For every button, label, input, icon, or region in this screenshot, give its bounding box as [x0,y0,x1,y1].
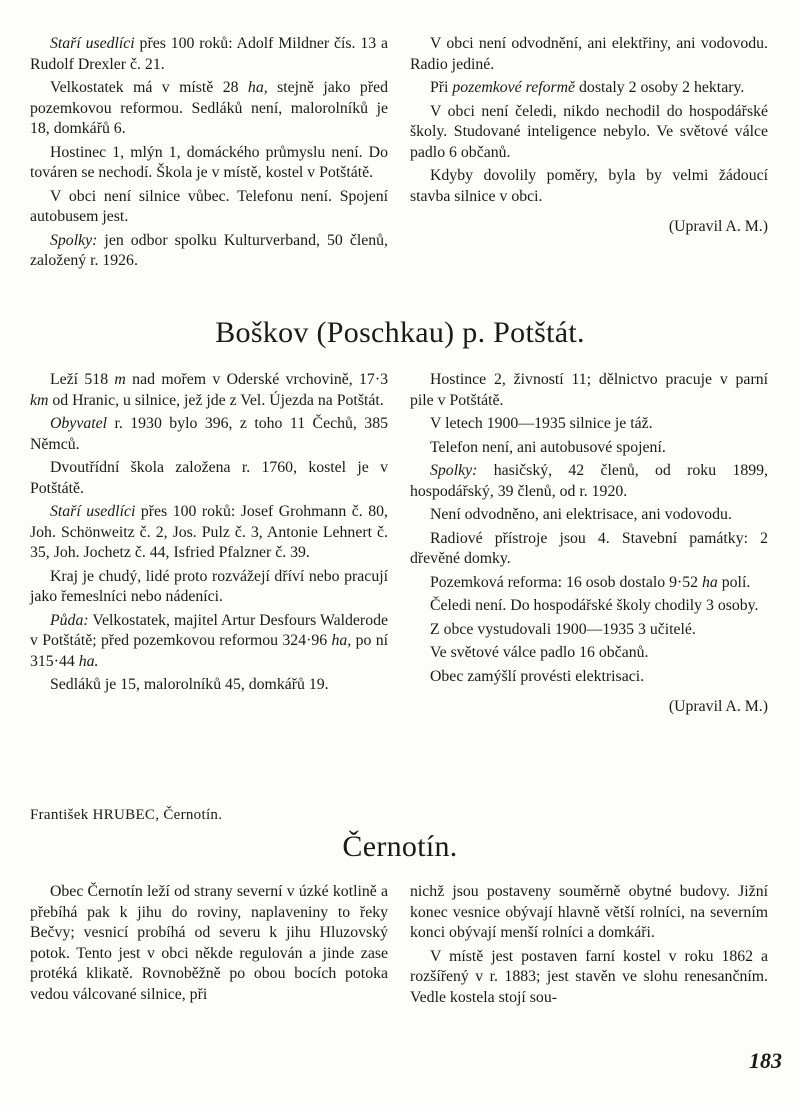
italic-term: Staří usedlíci [50,503,136,520]
section1-right-column [410,34,768,241]
paragraph [30,611,388,673]
paragraph [410,947,768,1009]
text-run: V obci není odvodnění, ani elektřiny, ani vodovodu. Radio jediné. [410,35,768,73]
paragraph [410,370,768,411]
paragraph [30,34,388,75]
heading-cernotin: Černotín. [342,830,458,863]
text-run: hasičský, 42 členů, od roku 1899, hospodářský, 39 členů, od r. 1920. [410,462,768,500]
text-run: nad mořem v Oderské vrchovině, 17·3 [125,371,388,388]
text-run: Telefon není, ani autobusové spojení. [430,438,666,456]
text-run: od Hranic, u silnice, jež jde z Vel. Újezda na Potštát. [48,391,384,409]
paragraph [30,882,388,1005]
text-run: Při [430,79,453,96]
text-run: dostaly 2 osoby 2 hektary. [575,79,745,96]
text-run: Ve světové válce padlo 16 občanů. [430,644,649,661]
text-run: Leží 518 [50,371,115,388]
paragraph [410,166,768,207]
paragraph [410,529,768,570]
paragraph [410,596,768,617]
italic-term: ha, [247,79,268,96]
text-run: stejně jako před pozemkovou reformou. Sedláků není, malorolníků je 18, domkářů 6. [30,79,388,137]
text-run: polí. [717,573,751,591]
paragraph [410,78,768,99]
text-run: nichž jsou postaveny souměrně obytné budovy. Jižní konec vesnice obývají hlavně větší rolníci, na severním konci obývají menší rolníci a domkáři. [410,883,768,941]
paragraph [410,643,768,664]
paragraph [30,231,388,272]
paragraph [410,505,768,526]
heading-boskov: Boškov (Poschkau) p. Potštát. [215,316,585,349]
text-run: přes 100 roků: Adolf Mildner čís. 13 a Rudolf Drexler č. 21. [30,35,388,73]
section1-left-column [30,34,388,275]
paragraph [410,620,768,641]
paragraph [410,461,768,502]
paragraph [30,675,388,696]
text-run: Z obce vystudovali 1900—1935 3 učitelé. [430,620,696,638]
text-run: V obci není čeledi, nikdo nechodil do hospodářské školy. Studované inteligence nebylo. Ve světové válce padlo 6 občanů. [410,102,768,161]
text-run: jen odbor spolku Kulturverband, 50 členů, založený r. 1926. [30,231,388,269]
paragraph [30,567,388,608]
paragraph [30,370,388,411]
italic-term: ha [702,573,718,591]
paragraph [410,882,768,944]
text-run: Radiové přístroje jsou 4. Stavební památky: 2 dřevěné domky. [410,529,768,567]
italic-term: Spolky: [50,231,98,249]
text-run: Hostince 2, živností 11; dělnictvo pracuje v parní pile v Potštátě. [410,371,768,409]
paragraph [30,502,388,564]
paragraph [30,78,388,140]
text-run: Hostinec 1, mlýn 1, domáckého průmyslu není. Do továren se nechodí. Škola je v místě, kostel v Potštátě. [30,143,388,181]
text-run: Velkostatek, majitel Artur Desfours Walderode v Potštátě; před pozemkovou reformou 324·96 [30,611,388,649]
italic-term: ha. [78,652,99,670]
text-run: Není odvodněno, ani elektrisace, ani vodovodu. [430,506,732,523]
text-run: Pozemková reforma: 16 osob dostalo 9·52 [430,573,703,591]
author-line: František HRUBEC, Černotín. [30,807,223,823]
section3-left-column [30,882,388,1008]
italic-term: ha, [331,632,352,649]
text-run: Velkostatek má v místě 28 [50,79,248,96]
text-run: Čeledi není. Do hospodářské školy chodily 3 osoby. [430,597,759,614]
paragraph [410,573,768,594]
paragraph [410,414,768,435]
text-run: V letech 1900—1935 silnice je táž. [430,415,653,432]
italic-term: pozemkové reformě [452,79,576,96]
section2-right-column [410,370,768,721]
paragraph [30,458,388,499]
text-run: Dvoutřídní škola založena r. 1760, kostel je v Potštátě. [30,459,388,497]
text-run: V obci není silnice vůbec. Telefonu není. Spojení autobusem jest. [30,187,388,225]
text-run: po ní 315·44 [30,632,388,670]
section3-right-column [410,882,768,1011]
italic-term: Obyvatel [50,415,108,432]
section2-left-column [30,370,388,699]
paragraph [410,217,768,238]
text-run: Kdyby dovolily poměry, byla by velmi žádoucí stavba silnice v obci. [410,167,768,205]
italic-term: Spolky: [430,462,478,479]
paragraph [410,102,768,164]
italic-term: km [30,391,49,409]
paragraph [410,34,768,75]
paragraph [410,667,768,688]
text-run: Obec Černotín leží od strany severní v úzké kotlině a přebíhá pak k jihu do roviny, naplaveniny to řeky Bečvy; vesnicí probíhá od severu k jihu Hluzovský potok. Tento jest v obci někde regulován a jinde zase protéká klikatě. Rovnoběžně po obou bocích potoka vedou válcované silnice, při [30,883,388,1003]
paragraph [30,143,388,184]
text-run: V místě jest postaven farní kostel v roku 1862 a rozšířený v r. 1883; jest stavěn ve slohu renesančním. Vedle kostela stojí sou- [410,947,768,1006]
page-number: 183 [749,1048,782,1073]
italic-term: m [114,371,126,388]
paragraph [30,414,388,455]
italic-term: Staří usedlíci [50,35,135,52]
paragraph [410,438,768,459]
text-run: Kraj je chudý, lidé proto rozvážejí dříví nebo pracují jako řemeslníci nebo nádeníci. [30,567,388,605]
paragraph [30,187,388,228]
text-run: r. 1930 bylo 396, z toho 11 Čechů, 385 Němců. [30,415,388,453]
paragraph [410,697,768,718]
text-run: přes 100 roků: Josef Grohmann č. 80, Joh. Schönweitz č. 2, Jos. Pulz č. 3, Antonie Lehnert č. 35, Joh. Jochetz č. 44, Isfried Pfalzner č. 39. [30,503,388,561]
text-run: Sedláků je 15, malorolníků 45, domkářů 19. [50,676,329,693]
text-run: Obec zamýšlí provésti elektrisaci. [430,667,645,685]
italic-term: Půda: [50,611,89,629]
text-run: (Upravil A. M.) [668,218,768,235]
text-run: (Upravil A. M.) [668,698,768,715]
